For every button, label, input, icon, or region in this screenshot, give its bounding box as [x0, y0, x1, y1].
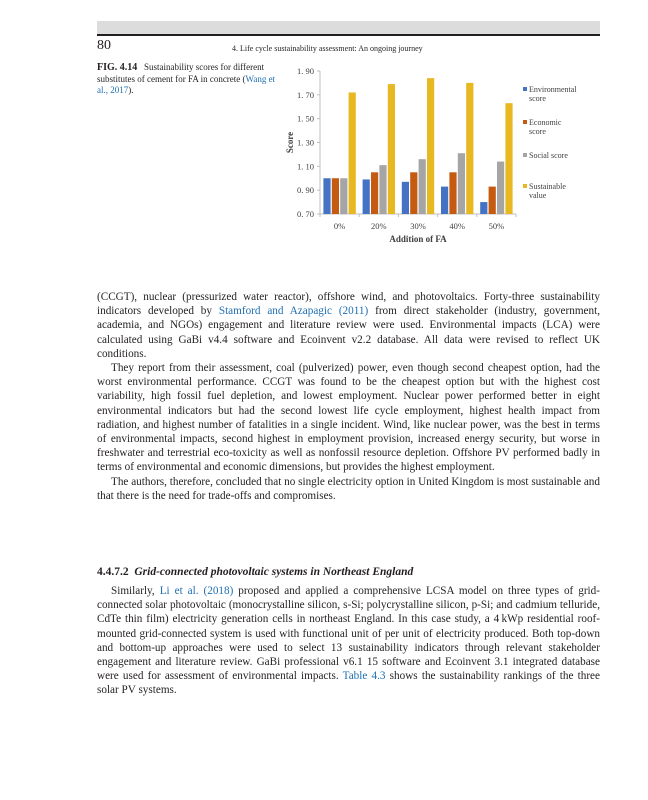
- bar: [379, 165, 386, 214]
- citation-link[interactable]: Stamford and Azapagic (2011): [218, 305, 369, 318]
- y-axis-title: Score: [285, 131, 295, 154]
- bar: [410, 172, 417, 214]
- body-text-top: [97, 290, 600, 503]
- bar: [497, 162, 504, 214]
- bar: [441, 187, 448, 214]
- bar: [371, 172, 378, 214]
- legend-label: Economic: [529, 118, 562, 127]
- section-number: 4.4.7.2: [97, 566, 129, 578]
- x-tick-label: 0%: [333, 221, 346, 231]
- bar-chart: [280, 60, 600, 260]
- legend-swatch: [523, 120, 527, 124]
- bar: [323, 178, 330, 214]
- y-tick-label: 1. 90: [297, 66, 314, 76]
- header-bar: [97, 21, 600, 34]
- bar: [505, 103, 512, 214]
- legend-swatch: [523, 153, 527, 157]
- legend-label: Environmental: [529, 85, 577, 94]
- bar: [489, 187, 496, 214]
- legend-label: Sustainable: [529, 182, 566, 191]
- y-tick-label: 0. 70: [297, 209, 314, 219]
- x-tick-label: 30%: [410, 221, 426, 231]
- x-tick-label: 20%: [371, 221, 387, 231]
- caption-text: Sustainability scores for different substitutes of cement for FA in concrete (: [97, 62, 265, 84]
- paragraph: They report from their assessment, coal (pulverized) power, even though second cheapest option, had the worst environmental performance. CCGT was found to be the cheapest option but with the highest cost variability, high fossil fuel depletion, and lowest employment. Nuclear power performed better in eight environmental indicators but had the second lowest life cycle employment, highest health impact from radiation, and highest number of fatalities in a single incident. Wind, like nuclear power, was the best in terms of environmental impacts, second highest in employment provision, increased energy security, but worse in freshwater and terrestrial eco-toxicity as well as nonfossil resource depletion. Offshore PV performed badly in terms of environmental and economic dimensions, but provides the highest employment.: [97, 362, 600, 474]
- section-heading: [97, 566, 413, 578]
- y-tick-label: 0. 90: [297, 185, 314, 196]
- figure-label: FIG. 4.14: [97, 62, 138, 73]
- table-link[interactable]: Table 4.3: [342, 670, 386, 683]
- bar: [427, 78, 434, 214]
- y-tick-label: 1. 10: [297, 161, 314, 172]
- y-tick-label: 1. 30: [297, 137, 314, 148]
- legend-swatch: [523, 184, 527, 188]
- x-tick-label: 50%: [488, 221, 505, 231]
- citation-link[interactable]: Li et al. (2018): [159, 585, 234, 597]
- bar: [480, 202, 487, 214]
- bar: [419, 159, 426, 214]
- bar: [449, 172, 456, 214]
- y-tick-label: 1. 70: [297, 89, 314, 100]
- bar: [363, 179, 370, 214]
- paragraph: The authors, therefore, concluded that no single electricity option in United Kingdom is most sustainable and that there is the need for trade-offs and compromises.: [97, 475, 600, 502]
- bar: [466, 83, 473, 214]
- paragraph: (CCGT), nuclear (pressurized water reactor), offshore wind, and photovoltaics. Forty-three sustainability indicators developed by Stamford and Azapagic (2011) from direct stakeholder (industry, government, academia, and NGOs) engagement and literature review were used. Environmental impacts (LCA) were calculated using GaBi v4.4 software and Ecoinvent v2.2 database. All data were revised to reflect UK conditions.: [97, 291, 600, 360]
- legend-label: value: [529, 191, 547, 200]
- bar: [349, 92, 356, 214]
- bar: [402, 182, 409, 214]
- page-number: 80: [97, 38, 111, 53]
- legend-swatch: [523, 87, 527, 91]
- body-text-section: [97, 584, 600, 698]
- legend-label: Social score: [529, 151, 568, 160]
- paragraph: Similarly, Li et al. (2018) proposed and applied a comprehensive LCSA model on three types of grid-connected solar photovoltaic (monocrystalline silicon, s-Si; polycrystalline silicon, p-Si; and cadmium telluride, CdTe thin film) electricity generation cells in northeast England. In this case study, a 4 kWp residential roof-mounted grid-connected system is used with functional unit of per unit of electricity produced. Both top-down and bottom-up approaches were used to select 13 sustainability indicators through relevant stakeholder engagement and literature review. GaBi professional v6.1 15 software and Ecoinvent 3.1 integrated database were used for assessment of environmental impacts. Table 4.3 shows the sustainability rankings of the three solar PV systems.: [97, 585, 600, 697]
- legend-label: score: [529, 127, 546, 136]
- section-title: Grid-connected photovoltaic systems in Northeast England: [134, 566, 414, 578]
- running-head: 4. Life cycle sustainability assessment: An ongoing journey: [232, 44, 423, 53]
- caption-end: ).: [128, 85, 134, 95]
- bar: [388, 84, 395, 214]
- bar: [458, 153, 465, 214]
- x-tick-label: 40%: [449, 221, 465, 231]
- legend-label: score: [529, 94, 546, 103]
- figure-caption: [97, 62, 279, 97]
- bar: [332, 178, 339, 214]
- bar: [340, 178, 347, 214]
- y-tick-label: 1. 50: [297, 113, 314, 124]
- header-rule: [97, 34, 600, 36]
- x-axis-title: Addition of FA: [389, 234, 447, 244]
- citation-link[interactable]: Wang et al., 2017: [97, 73, 276, 95]
